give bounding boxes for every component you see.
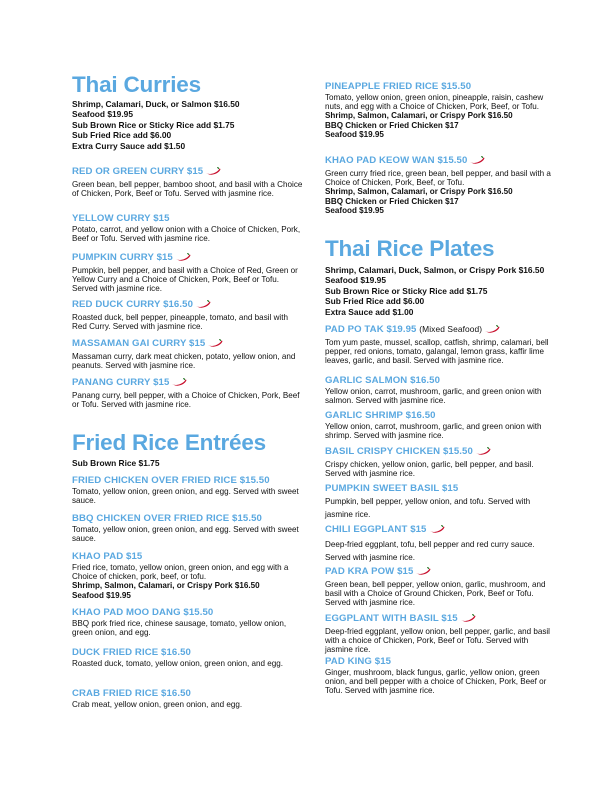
info-line: Extra Sauce add $1.00: [325, 306, 414, 317]
item-description: Crab meat, yellow onion, green onion, and egg.: [72, 699, 243, 709]
item-name: PANANG CURRY: [72, 377, 151, 388]
item-price: $15.50: [442, 446, 473, 457]
item-price: $15.50: [183, 607, 214, 618]
section-title-thai-curries: Thai Curries: [72, 72, 201, 97]
item-description: Deep-fried eggplant, tofu, bell pepper and red curry sauce. Served with jasmine rice.: [325, 539, 535, 563]
chili-pepper-icon: [475, 447, 491, 459]
menu-item-duck-fried-rice: [72, 647, 304, 668]
item-extra-option: BBQ Chicken or Fried Chicken $17: [325, 120, 459, 130]
info-line: Shrimp, Calamari, Duck, Salmon, or Crispy Pork $16.50: [325, 265, 545, 275]
item-description: Tomato, yellow onion, green onion, pineapple, raisin, cashew nuts, and egg with a Choice of Chicken, Pork, Beef, or Tofu.: [325, 92, 544, 111]
info-line: Shrimp, Calamari, Duck, or Salmon $16.50: [72, 99, 240, 109]
item-price: $19.95: [386, 324, 417, 335]
chili-pepper-icon: [205, 167, 221, 179]
item-name: RED DUCK CURRY: [72, 299, 161, 310]
info-line: Seafood $19.95: [325, 275, 386, 286]
item-price: $15: [441, 613, 458, 624]
section-title-fried-rice-entrees: Fried Rice Entrées: [72, 430, 266, 455]
chili-pepper-icon: [175, 253, 191, 265]
item-name: BBQ CHICKEN OVER FRIED RICE: [72, 513, 230, 524]
item-price: $16.50: [161, 647, 191, 658]
item-price: $15: [441, 483, 459, 494]
item-name: MASSAMAN GAI CURRY: [72, 338, 187, 349]
item-extra-option: Seafood $19.95: [325, 130, 384, 140]
item-name: PUMPKIN SWEET BASIL: [325, 483, 440, 494]
menu-item-garlic-salmon: [325, 375, 557, 405]
item-name: KHAO PAD: [72, 551, 124, 562]
item-price: $16.50: [163, 299, 194, 310]
item-description: BBQ pork fried rice, chinese sausage, tomato, yellow onion, green onion, and egg.: [72, 618, 287, 637]
item-price: $15: [410, 524, 427, 535]
item-name: EGGPLANT WITH BASIL: [325, 613, 439, 624]
item-price: $15.50: [437, 155, 468, 166]
item-description: Roasted duck, bell pepper, pineapple, tomato, and basil with Red Curry. Served with jasmine rice.: [72, 312, 288, 331]
item-description: Tomato, yellow onion, green onion, and egg. Served with sweet sauce.: [72, 486, 299, 505]
item-description: Fried rice, tomato, yellow onion, green onion, and egg with a Choice of chicken, pork, beef, or tofu.: [72, 562, 289, 581]
fried-rice-info: [72, 458, 304, 468]
chili-pepper-icon: [460, 614, 476, 626]
item-note: (Mixed Seafood): [419, 324, 483, 334]
chili-pepper-icon: [469, 156, 485, 168]
item-description: Deep-fried eggplant, yellow onion, bell pepper, garlic, and basil with a choice of Chicken, Pork, Beef or Tofu. Served with jasmine rice.: [325, 626, 550, 655]
item-name: RED OR GREEN CURRY: [72, 166, 185, 177]
menu-item-bbq-chicken-over-fried-rice: [72, 513, 304, 543]
item-extra-option: BBQ Chicken or Fried Chicken $17: [325, 196, 459, 206]
item-description: Pumpkin, bell pepper, and basil with a Choice of Red, Green or Yellow Curry and a Choice of Chicken, Pork, Beef or Tofu. Served with jasmine rice.: [72, 265, 298, 294]
chili-pepper-icon: [484, 325, 500, 337]
menu-item-pumpkin-sweet-basil: [325, 483, 557, 522]
info-line: Sub Brown Rice $1.75: [72, 458, 160, 468]
item-description: Green curry fried rice, green bean, bell pepper, and basil with a Choice of Chicken, Pork, Beef, or Tofu.: [325, 168, 551, 187]
menu-item-crab-fried-rice: [72, 688, 304, 709]
item-name: CHILI EGGPLANT: [325, 524, 408, 535]
item-description: Yellow onion, carrot, mushroom, garlic, and green onion with shrimp. Served with jasmine rice.: [325, 421, 542, 440]
item-extra-option: Shrimp, Salmon, Calamari, or Crispy Pork $16.50: [72, 581, 260, 591]
item-description: Ginger, mushroom, black fungus, garlic, yellow onion, green onion, and bell pepper with a choice of Chicken, Pork, Beef or Tofu. Served with jasmine rice.: [325, 667, 547, 696]
item-description: Tomato, yellow onion, green onion, and egg. Served with sweet sauce.: [72, 524, 299, 543]
item-name: DUCK FRIED RICE: [72, 647, 159, 658]
item-name: PUMPKIN CURRY: [72, 252, 154, 263]
item-extra-option: Shrimp, Salmon, Calamari, or Crispy Pork $16.50: [325, 187, 513, 197]
item-price: $15: [397, 566, 414, 577]
item-description: Potato, carrot, and yellow onion with a Choice of Chicken, Pork, Beef or Tofu. Served with jasmine rice.: [72, 224, 301, 243]
menu-item-eggplant-with-basil: [325, 613, 557, 655]
menu-item-red-or-green-curry: [72, 166, 304, 198]
menu-item-panang-curry: [72, 377, 304, 409]
menu-item-khao-pad-moo-dang: [72, 607, 304, 637]
item-name: GARLIC SALMON: [325, 375, 408, 386]
menu-item-basil-crispy-chicken: [325, 446, 557, 478]
menu-item-chili-eggplant: [325, 524, 557, 565]
menu-item-pad-kra-pow: [325, 566, 557, 608]
item-price: $15.50: [239, 475, 270, 486]
item-description: Pumpkin, bell pepper, yellow onion, and tofu. Served with jasmine rice.: [325, 496, 531, 520]
item-price: $15: [374, 656, 392, 667]
item-description: Panang curry, bell pepper, with a Choice of Chicken, Pork, Beef or Tofu. Served with jasmine rice.: [72, 390, 300, 409]
item-name: BASIL CRISPY CHICKEN: [325, 446, 441, 457]
item-price: $15.50: [441, 81, 472, 92]
menu-item-pad-king: [325, 656, 557, 696]
info-line: Sub Fried Rice add $6.00: [72, 130, 172, 141]
item-description: Tom yum paste, mussel, scallop, catfish, shrimp, calamari, bell pepper, red onions, tomato, galangal, lemon grass, kaffir lime leaves, garlic, and basil. Served with jasmine rice.: [325, 337, 549, 366]
item-name: PAD KING: [325, 656, 372, 667]
item-name: PAD KRA POW: [325, 566, 395, 577]
curries-info: [72, 99, 304, 151]
item-price: $15: [189, 338, 206, 349]
item-extra-option: Seafood $19.95: [72, 590, 131, 600]
info-line: Seafood $19.95: [72, 109, 133, 120]
item-description: Green bean, bell pepper, yellow onion, garlic, mushroom, and basil with a Choice of Ground Chicken, Pork, Beef or Tofu. Served with jasmine rice.: [325, 579, 546, 608]
item-name: YELLOW CURRY: [72, 213, 151, 224]
chili-pepper-icon: [415, 567, 431, 579]
item-name: KHAO PAD MOO DANG: [72, 607, 181, 618]
menu-item-pad-po-tak: [325, 324, 557, 366]
item-price: $16.50: [161, 688, 191, 699]
item-name: GARLIC SHRIMP: [325, 410, 403, 421]
item-description: Green bean, bell pepper, bamboo shoot, and basil with a Choice of Chicken, Pork, Beef or Tofu. Served with jasmine rice.: [72, 179, 303, 198]
menu-item-yellow-curry: [72, 213, 304, 243]
info-line: Sub Fried Rice add $6.00: [325, 296, 425, 307]
item-price: $15: [153, 377, 170, 388]
item-price: $16.50: [405, 410, 436, 421]
info-line: Sub Brown Rice or Sticky Rice add $1.75: [325, 285, 488, 296]
item-price: $15: [153, 213, 170, 224]
item-extra-option: Seafood $19.95: [325, 206, 384, 216]
chili-pepper-icon: [207, 339, 223, 351]
item-name: KHAO PAD KEOW WAN: [325, 155, 435, 166]
item-price: $15: [156, 252, 173, 263]
menu-item-red-duck-curry: [72, 299, 304, 331]
info-line: Sub Brown Rice or Sticky Rice add $1.75: [72, 119, 235, 130]
chili-pepper-icon: [171, 378, 187, 390]
chili-pepper-icon: [195, 300, 211, 312]
item-description: Massaman curry, dark meat chicken, potato, yellow onion, and peanuts. Served with jasmine rice.: [72, 351, 296, 370]
item-name: CRAB FRIED RICE: [72, 688, 159, 699]
menu-item-khao-pad: [72, 551, 304, 600]
chili-pepper-icon: [429, 525, 445, 537]
info-line: Extra Curry Sauce add $1.50: [72, 140, 186, 151]
item-price: $15: [126, 551, 143, 562]
item-name: PINEAPPLE FRIED RICE: [325, 81, 439, 92]
item-price: $15: [186, 166, 204, 177]
item-description: Yellow onion, carrot, mushroom, garlic, and green onion with salmon. Served with jasmine rice.: [325, 386, 542, 405]
item-description: Roasted duck, tomato, yellow onion, green onion, and egg.: [72, 658, 284, 668]
item-price: $16.50: [410, 375, 441, 386]
menu-item-massaman-gai-curry: [72, 338, 304, 370]
section-title-thai-rice-plates: Thai Rice Plates: [325, 236, 495, 261]
menu-item-garlic-shrimp: [325, 410, 557, 440]
item-price: $15.50: [232, 513, 262, 524]
menu-item-pineapple-fried-rice: [325, 81, 557, 140]
rice-plates-info: [325, 265, 557, 317]
menu-item-pumpkin-curry: [72, 252, 304, 294]
item-description: Crispy chicken, yellow onion, garlic, bell pepper, and basil. Served with jasmine rice.: [325, 459, 534, 478]
menu-item-fried-chicken-over-fried-rice: [72, 475, 304, 505]
item-name: PAD PO TAK: [325, 324, 384, 335]
item-extra-option: Shrimp, Salmon, Calamari, or Crispy Pork $16.50: [325, 111, 513, 121]
item-name: FRIED CHICKEN OVER FRIED RICE: [72, 475, 237, 486]
menu-item-khao-pad-keow-wan: [325, 155, 557, 216]
